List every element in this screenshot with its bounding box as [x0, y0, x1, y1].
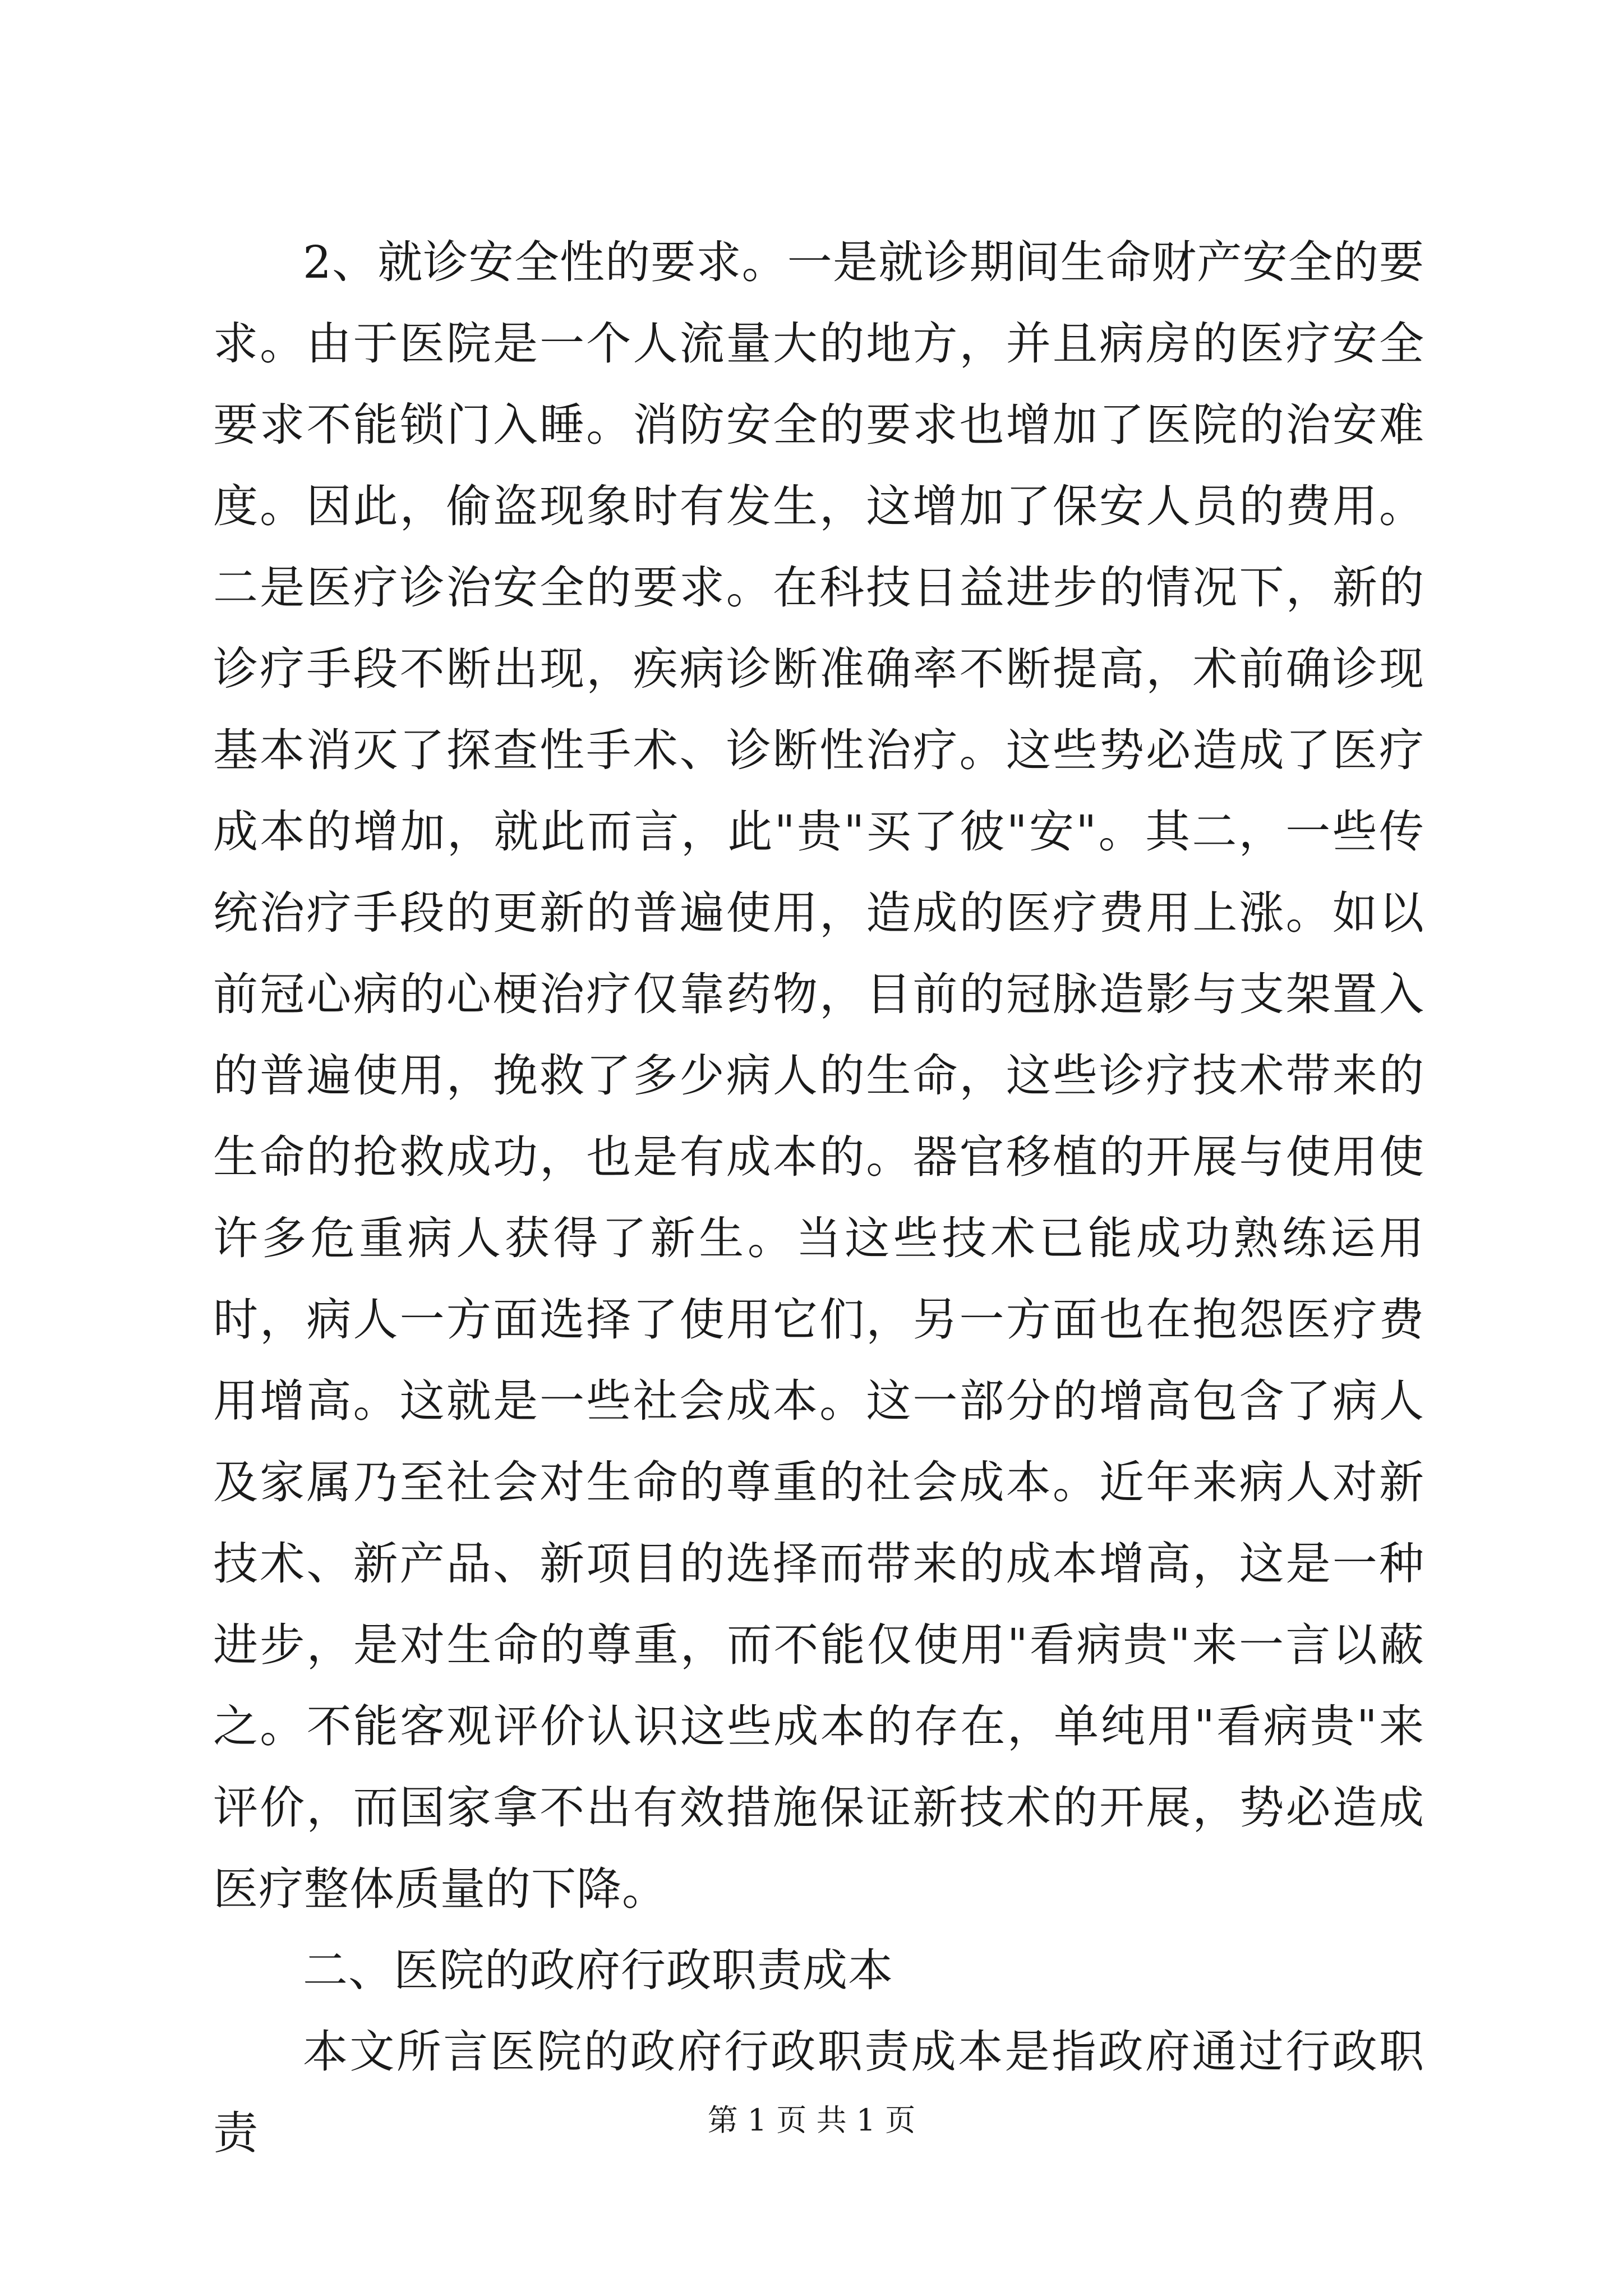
document-body — [213, 222, 1424, 2174]
page-footer: 第 1 页 共 1 页 — [707, 2102, 916, 2138]
paragraph-government-cost: 本文所言医院的政府行政职责成本是指政府通过行政职责 — [213, 2026, 1424, 2159]
section-heading: 二、医院的政府行政职责成本 — [303, 1944, 893, 1996]
paragraph-consultation-safety: 2、就诊安全性的要求。一是就诊期间生命财产安全的要求。由于医院是一个人流量大的地方，并且病房的医疗安全要求不能锁门入睡。消防安全的要求也增加了医院的治安难度。因此，偷盗现象时有发生，这增加了保安人员的费用。二是医疗诊治安全的要求。在科技日益进步的情况下，新的诊疗手段不断出现，疾病诊断准确率不断提高，术前确诊现基本消灭了探查性手术、诊断性治疗。这些势必造成了医疗成本的增加，就此而言，此"贵"买了彼"安"。其二，一些传统治疗手段的更新的普遍使用，造成的医疗费用上涨。如以前冠心病的心梗治疗仅靠药物，目前的冠脉造影与支架置入的普遍使用，挽救了多少病人的生命，这些诊疗技术带来的生命的抢救成功，也是有成本的。器官移植的开展与使用使许多危重病人获得了新生。当这些技术已能成功熟练运用时，病人一方面选择了使用它们，另一方面也在抱怨医疗费用增高。这就是一些社会成本。这一部分的增高包含了病人及家属乃至社会对生命的尊重的社会成本。近年来病人对新技术、新产品、新项目的选择而带来的成本增高，这是一种进步，是对生命的尊重，而不能仅使用"看病贵"来一言以蔽之。不能客观评价认识这些成本的存在，单纯用"看病贵"来评价，而国家拿不出有效措施保证新技术的开展，势必造成医疗整体质量的下降。 — [213, 236, 1424, 1915]
